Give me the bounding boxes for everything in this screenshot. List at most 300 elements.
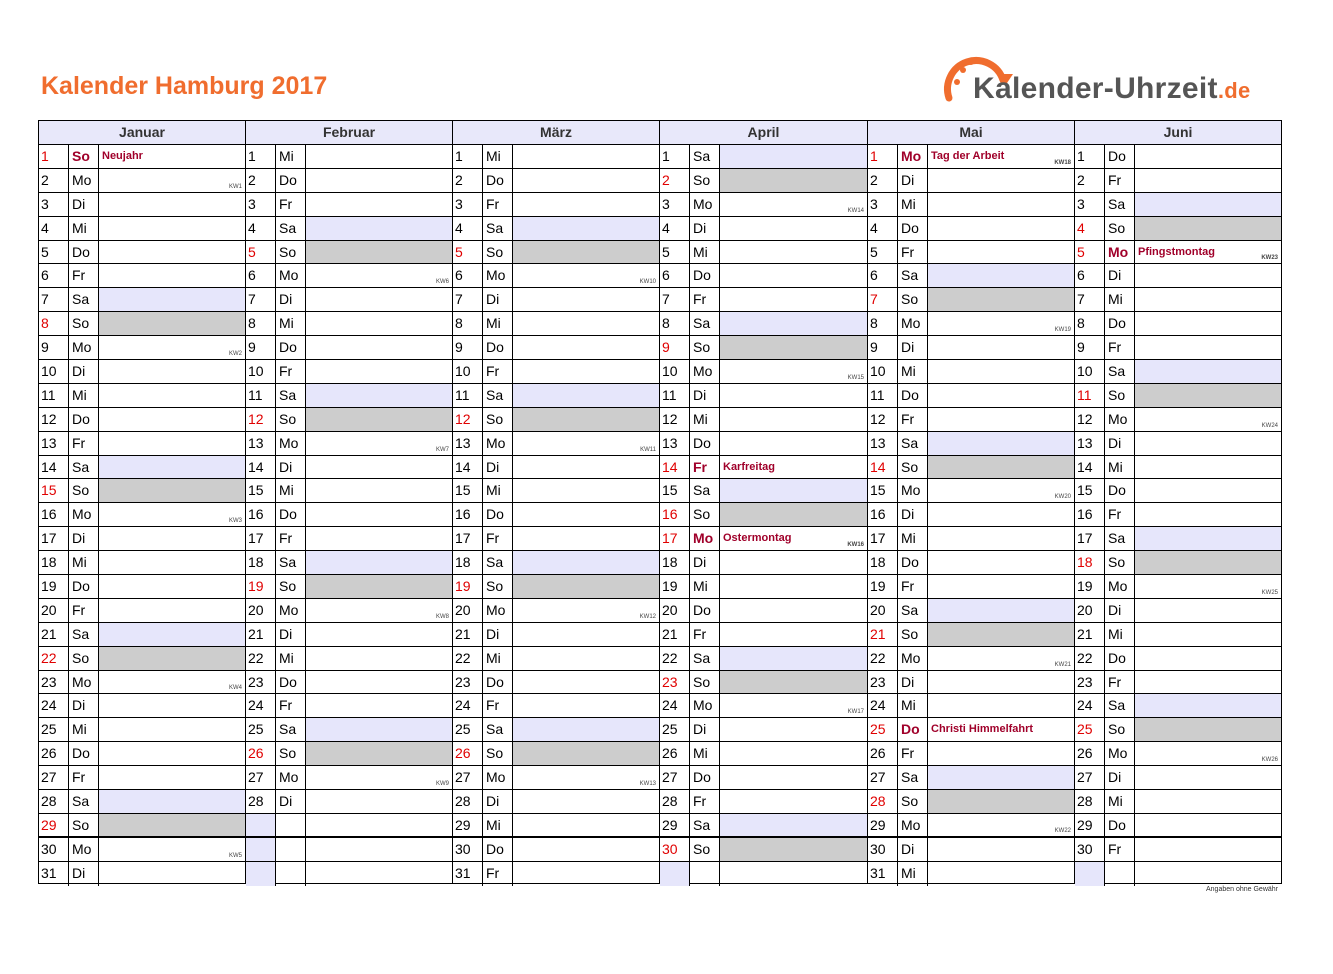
day-note	[720, 264, 867, 287]
weekday: Do	[483, 503, 513, 526]
day-note	[99, 790, 245, 813]
day-note	[306, 527, 452, 550]
day-note	[720, 479, 867, 502]
day-number: 15	[1075, 479, 1105, 502]
weekday: Mi	[276, 479, 306, 502]
day-note	[306, 169, 452, 192]
day-number: 6	[246, 264, 276, 287]
day-number: 16	[246, 503, 276, 526]
weekday: Do	[483, 671, 513, 694]
week-number: KW7	[435, 446, 449, 453]
week-number: KW17	[847, 709, 864, 716]
day-row	[246, 838, 452, 862]
day-number: 17	[246, 527, 276, 550]
day-note	[99, 408, 245, 431]
day-row	[1075, 814, 1281, 838]
day-row	[660, 408, 867, 432]
day-number: 7	[868, 288, 898, 311]
day-number: 7	[1075, 288, 1105, 311]
day-note	[99, 241, 245, 264]
day-row	[868, 694, 1074, 718]
day-number: 14	[660, 456, 690, 479]
day-number: 10	[868, 360, 898, 383]
weekday: Mo	[1105, 241, 1135, 264]
day-row	[39, 623, 245, 647]
day-note	[1135, 862, 1281, 886]
weekday: Mo	[483, 432, 513, 455]
day-row	[39, 241, 245, 265]
day-number: 27	[39, 766, 69, 789]
weekday: Mi	[483, 312, 513, 335]
weekday: Mi	[690, 575, 720, 598]
day-number: 24	[660, 694, 690, 717]
week-number: KW21	[1054, 661, 1071, 668]
day-note	[99, 193, 245, 216]
day-row	[868, 527, 1074, 551]
day-note	[99, 527, 245, 550]
day-number: 8	[246, 312, 276, 335]
day-number: 5	[868, 241, 898, 264]
day-note	[513, 360, 659, 383]
day-note	[513, 551, 659, 574]
day-note	[928, 551, 1074, 574]
weekday: Sa	[276, 718, 306, 741]
day-number: 26	[246, 742, 276, 765]
month-column	[39, 121, 246, 883]
day-row	[868, 503, 1074, 527]
day-note	[99, 264, 245, 287]
day-note	[720, 241, 867, 264]
day-number: 6	[453, 264, 483, 287]
weekday: Di	[690, 551, 720, 574]
day-note	[720, 336, 867, 359]
weekday: So	[1105, 217, 1135, 240]
day-number: 23	[660, 671, 690, 694]
day-note	[1135, 432, 1281, 455]
weekday: So	[69, 312, 99, 335]
day-number: 3	[1075, 193, 1105, 216]
day-number: 12	[39, 408, 69, 431]
day-row	[1075, 551, 1281, 575]
day-row	[453, 360, 659, 384]
day-note	[99, 766, 245, 789]
day-row	[660, 814, 867, 838]
disclaimer: Angaben ohne Gewähr	[1206, 886, 1278, 893]
weekday: Sa	[898, 264, 928, 287]
day-number: 25	[246, 718, 276, 741]
week-number: KW18	[1054, 159, 1071, 166]
week-number: KW25	[1261, 589, 1278, 596]
day-note	[306, 862, 452, 886]
day-number: 23	[868, 671, 898, 694]
day-row	[39, 360, 245, 384]
day-row	[660, 718, 867, 742]
day-number: 13	[246, 432, 276, 455]
day-row	[39, 456, 245, 480]
day-row	[1075, 647, 1281, 671]
weekday: Mo	[898, 647, 928, 670]
day-number	[246, 814, 276, 836]
weekday: Di	[483, 790, 513, 813]
weekday: So	[690, 336, 720, 359]
weekday: Mo	[1105, 575, 1135, 598]
day-row	[1075, 790, 1281, 814]
day-row	[246, 288, 452, 312]
weekday: So	[276, 241, 306, 264]
day-row	[246, 217, 452, 241]
day-row	[660, 623, 867, 647]
day-row	[39, 790, 245, 814]
weekday: So	[1105, 551, 1135, 574]
weekday: Fr	[483, 193, 513, 216]
weekday: Di	[276, 623, 306, 646]
weekday: Mo	[69, 838, 99, 861]
week-number: KW10	[639, 279, 656, 286]
weekday: Di	[69, 360, 99, 383]
day-number: 4	[660, 217, 690, 240]
day-row	[1075, 336, 1281, 360]
day-row	[39, 145, 245, 169]
day-number: 12	[246, 408, 276, 431]
day-number: 17	[39, 527, 69, 550]
day-note	[99, 312, 245, 335]
week-number: KW3	[228, 518, 242, 525]
day-note	[720, 217, 867, 240]
day-note	[99, 742, 245, 765]
week-number: KW12	[639, 613, 656, 620]
day-number: 2	[246, 169, 276, 192]
day-note	[513, 838, 659, 861]
day-number: 4	[246, 217, 276, 240]
weekday: So	[690, 169, 720, 192]
day-note	[1135, 838, 1281, 861]
day-note	[306, 384, 452, 407]
weekday: Di	[69, 527, 99, 550]
month-header: Juni	[1075, 121, 1281, 145]
weekday: Mo	[483, 599, 513, 622]
day-row	[868, 408, 1074, 432]
weekday: Mo	[690, 527, 720, 550]
day-number: 27	[868, 766, 898, 789]
day-number: 22	[39, 647, 69, 670]
day-number: 19	[39, 575, 69, 598]
day-note	[1135, 169, 1281, 192]
day-row	[660, 694, 867, 718]
weekday: Sa	[69, 288, 99, 311]
weekday: Do	[69, 742, 99, 765]
weekday: Sa	[898, 766, 928, 789]
day-number: 1	[868, 145, 898, 168]
day-note	[1135, 551, 1281, 574]
day-row	[246, 647, 452, 671]
day-row	[1075, 264, 1281, 288]
day-row	[1075, 312, 1281, 336]
day-row	[453, 551, 659, 575]
weekday: So	[898, 790, 928, 813]
day-number: 24	[453, 694, 483, 717]
weekday: Mi	[69, 551, 99, 574]
day-note	[1135, 790, 1281, 813]
weekday: Sa	[1105, 360, 1135, 383]
day-note	[720, 575, 867, 598]
day-row	[1075, 456, 1281, 480]
month-header: Januar	[39, 121, 245, 145]
weekday: Do	[276, 503, 306, 526]
week-number: KW26	[1261, 757, 1278, 764]
day-row	[660, 312, 867, 336]
weekday: Di	[483, 623, 513, 646]
weekday: Sa	[1105, 694, 1135, 717]
weekday: Mo	[276, 264, 306, 287]
day-note	[306, 360, 452, 383]
day-note	[99, 575, 245, 598]
weekday: Mo	[898, 814, 928, 836]
day-row	[660, 241, 867, 265]
day-number: 23	[453, 671, 483, 694]
day-note	[720, 384, 867, 407]
day-note	[99, 336, 245, 359]
day-row	[39, 599, 245, 623]
day-note	[928, 169, 1074, 192]
weekday: Mi	[276, 312, 306, 335]
day-number: 8	[453, 312, 483, 335]
weekday: Mi	[276, 647, 306, 670]
day-note	[99, 456, 245, 479]
day-row	[868, 479, 1074, 503]
day-note	[720, 694, 867, 717]
weekday: Fr	[1105, 169, 1135, 192]
day-row	[453, 336, 659, 360]
weekday: Fr	[69, 432, 99, 455]
weekday: Di	[1105, 432, 1135, 455]
day-note	[720, 169, 867, 192]
day-note	[513, 718, 659, 741]
day-row	[39, 479, 245, 503]
week-number: KW11	[640, 446, 656, 453]
day-row	[246, 241, 452, 265]
weekday: Fr	[483, 360, 513, 383]
weekday: Fr	[276, 193, 306, 216]
day-number: 16	[868, 503, 898, 526]
day-row	[453, 718, 659, 742]
day-number: 7	[246, 288, 276, 311]
day-number: 20	[868, 599, 898, 622]
day-number: 27	[246, 766, 276, 789]
day-number: 31	[453, 862, 483, 886]
day-note	[99, 360, 245, 383]
day-note	[720, 742, 867, 765]
weekday	[276, 814, 306, 836]
day-number: 21	[660, 623, 690, 646]
week-number: KW19	[1054, 327, 1071, 334]
logo-text	[973, 72, 1251, 106]
day-note	[306, 599, 452, 622]
day-note	[513, 527, 659, 550]
weekday: Do	[898, 217, 928, 240]
day-row	[868, 766, 1074, 790]
day-note	[1135, 145, 1281, 168]
day-note	[513, 479, 659, 502]
day-note	[1135, 647, 1281, 670]
weekday: Sa	[1105, 527, 1135, 550]
day-note	[306, 575, 452, 598]
day-note	[1135, 384, 1281, 407]
day-number: 27	[660, 766, 690, 789]
logo	[937, 40, 1277, 112]
weekday: Mi	[69, 718, 99, 741]
day-number	[1075, 862, 1105, 886]
day-note	[720, 145, 867, 168]
day-row	[453, 169, 659, 193]
day-note	[1135, 671, 1281, 694]
weekday: Mo	[898, 312, 928, 335]
day-row	[660, 838, 867, 862]
day-row	[453, 217, 659, 241]
day-row	[453, 575, 659, 599]
weekday: Fr	[898, 408, 928, 431]
day-number: 29	[1075, 814, 1105, 836]
weekday: Fr	[690, 623, 720, 646]
day-row	[660, 384, 867, 408]
day-row	[246, 718, 452, 742]
day-note	[1135, 479, 1281, 502]
week-number: KW20	[1054, 494, 1071, 501]
day-number: 11	[453, 384, 483, 407]
day-note	[720, 551, 867, 574]
day-row	[868, 145, 1074, 169]
day-number: 10	[1075, 360, 1105, 383]
day-note	[928, 408, 1074, 431]
day-note	[1135, 718, 1281, 741]
day-note	[306, 264, 452, 287]
day-number: 29	[39, 814, 69, 836]
weekday: Do	[690, 766, 720, 789]
day-row	[1075, 599, 1281, 623]
day-note	[99, 623, 245, 646]
weekday: Mi	[483, 814, 513, 836]
day-number: 14	[39, 456, 69, 479]
month-header: Mai	[868, 121, 1074, 145]
weekday: Sa	[898, 599, 928, 622]
day-row	[1075, 623, 1281, 647]
day-row	[39, 838, 245, 862]
day-note	[99, 671, 245, 694]
weekday: Di	[1105, 264, 1135, 287]
logo-tld: .de	[1217, 78, 1251, 103]
day-row	[246, 264, 452, 288]
day-note	[928, 671, 1074, 694]
day-note	[720, 527, 867, 550]
day-row	[453, 599, 659, 623]
day-note	[306, 408, 452, 431]
day-row	[453, 838, 659, 862]
day-note	[928, 384, 1074, 407]
day-number: 17	[660, 527, 690, 550]
weekday: Mo	[69, 169, 99, 192]
week-number: KW9	[435, 781, 449, 788]
weekday: So	[276, 742, 306, 765]
weekday: Fr	[690, 456, 720, 479]
day-row	[39, 312, 245, 336]
day-note	[99, 288, 245, 311]
day-note	[306, 145, 452, 168]
weekday: Di	[1105, 766, 1135, 789]
day-number: 3	[868, 193, 898, 216]
day-row	[660, 503, 867, 527]
weekday: So	[690, 503, 720, 526]
day-number: 30	[1075, 838, 1105, 861]
day-note	[928, 694, 1074, 717]
day-row	[660, 527, 867, 551]
day-number: 12	[1075, 408, 1105, 431]
day-row	[453, 742, 659, 766]
day-number: 2	[1075, 169, 1105, 192]
day-note	[306, 503, 452, 526]
weekday: Mo	[690, 694, 720, 717]
day-number: 5	[660, 241, 690, 264]
weekday: Di	[276, 790, 306, 813]
day-number: 5	[453, 241, 483, 264]
day-note	[928, 790, 1074, 813]
week-number: KW14	[847, 207, 864, 214]
weekday: Do	[483, 169, 513, 192]
weekday: So	[69, 145, 99, 168]
day-number: 4	[868, 217, 898, 240]
day-row	[868, 312, 1074, 336]
holiday-label: Neujahr	[102, 150, 143, 162]
weekday: Fr	[69, 766, 99, 789]
day-number: 16	[660, 503, 690, 526]
weekday: Mo	[690, 360, 720, 383]
day-row	[1075, 503, 1281, 527]
day-row	[868, 575, 1074, 599]
day-number: 21	[246, 623, 276, 646]
week-number: KW13	[639, 781, 656, 788]
day-row	[868, 336, 1074, 360]
day-note	[513, 432, 659, 455]
day-number: 17	[1075, 527, 1105, 550]
day-row	[868, 432, 1074, 456]
day-note	[720, 193, 867, 216]
weekday: Di	[276, 288, 306, 311]
day-row	[246, 169, 452, 193]
day-row	[660, 456, 867, 480]
weekday: Sa	[69, 623, 99, 646]
day-row	[660, 671, 867, 695]
day-number: 22	[868, 647, 898, 670]
month-column	[1075, 121, 1281, 883]
day-row	[1075, 671, 1281, 695]
month-header: April	[660, 121, 867, 145]
day-note	[99, 551, 245, 574]
day-number: 22	[1075, 647, 1105, 670]
weekday: So	[69, 479, 99, 502]
weekday: Mi	[483, 647, 513, 670]
weekday: Di	[276, 456, 306, 479]
day-number: 6	[660, 264, 690, 287]
day-row	[660, 599, 867, 623]
day-row	[868, 360, 1074, 384]
weekday: So	[276, 575, 306, 598]
weekday: Mi	[690, 241, 720, 264]
day-number: 3	[39, 193, 69, 216]
day-number: 28	[660, 790, 690, 813]
day-note	[1135, 575, 1281, 598]
weekday	[690, 862, 720, 886]
day-number: 12	[660, 408, 690, 431]
day-number: 25	[660, 718, 690, 741]
day-note	[720, 838, 867, 861]
